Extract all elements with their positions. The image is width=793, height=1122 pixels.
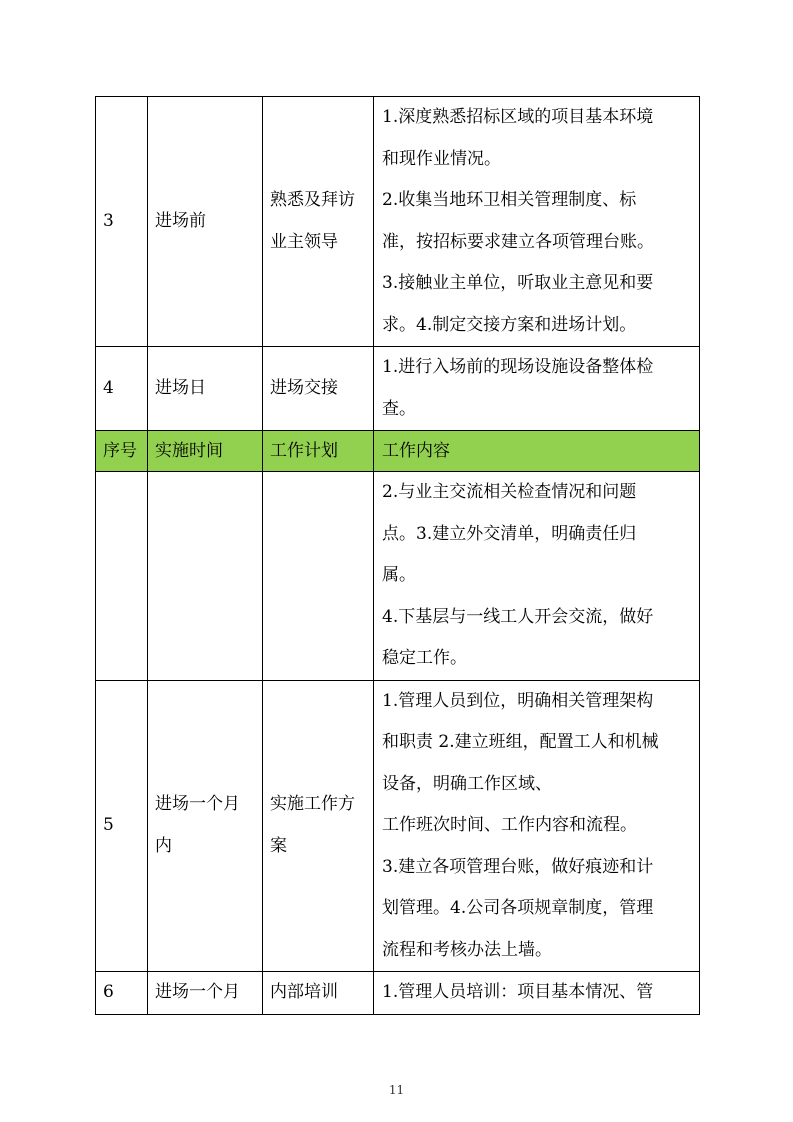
cell-plan: 进场交接 xyxy=(263,347,374,431)
cell-time: 进场一个月 xyxy=(148,972,263,1015)
content-line: 稳定工作。 xyxy=(382,648,467,668)
content-line: 属。 xyxy=(382,565,416,585)
content-line: 2.与业主交流相关检查情况和问题 xyxy=(382,482,637,502)
content-line: 流程和考核办法上墙。 xyxy=(382,939,552,960)
content-line: 3.接触业主单位，听取业主意见和要 xyxy=(382,273,654,293)
content-line: 求。4.制定交接方案和进场计划。 xyxy=(382,314,637,335)
table-row xyxy=(96,97,700,347)
content-line: 2.收集当地环卫相关管理制度、标 xyxy=(382,190,637,210)
content-line: 准，按招标要求建立各项管理台账。 xyxy=(382,231,654,252)
cell-plan: 实施工作方案 xyxy=(263,680,374,972)
cell-plan: 内部培训 xyxy=(263,972,374,1015)
cell-content xyxy=(374,972,700,1015)
content-line: 3.建立各项管理台账，做好痕迹和计 xyxy=(382,856,654,877)
table-row xyxy=(96,472,700,681)
page-number: 11 xyxy=(388,1083,405,1097)
header-time: 实施时间 xyxy=(148,431,263,472)
table-header-row xyxy=(96,431,700,472)
content-line: 1.深度熟悉招标区域的项目基本环境 xyxy=(382,107,654,127)
cell-time: 进场日 xyxy=(148,347,263,431)
cell-content xyxy=(374,472,700,681)
content-line: 1.管理人员培训：项目基本情况、管 xyxy=(382,982,654,1002)
content-line: 设备，明确工作区域、 xyxy=(382,773,552,794)
cell-plan: 熟悉及拜访业主领导 xyxy=(263,97,374,347)
table-row xyxy=(96,680,700,972)
cell-no: 4 xyxy=(96,347,148,431)
cell-content xyxy=(374,97,700,347)
cell-time: 进场前 xyxy=(148,97,263,347)
content-line: 和现作业情况。 xyxy=(382,148,501,169)
table-row xyxy=(96,972,700,1015)
cell-content xyxy=(374,680,700,972)
cell-time xyxy=(148,472,263,681)
cell-plan xyxy=(263,472,374,681)
table-row xyxy=(96,347,700,431)
cell-content xyxy=(374,347,700,431)
content-line: 划管理。4.公司各项规章制度，管理 xyxy=(382,898,654,918)
content-line: 4.下基层与一线工人开会交流，做好 xyxy=(382,606,654,627)
cell-no: 6 xyxy=(96,972,148,1015)
cell-time: 进场一个月内 xyxy=(148,680,263,972)
header-no: 序号 xyxy=(96,431,148,472)
content-line: 查。 xyxy=(382,398,416,419)
content-line: 和职责 2.建立班组，配置工人和机械 xyxy=(382,732,659,752)
content-line: 1.进行入场前的现场设施设备整体检 xyxy=(382,357,654,377)
content-line: 点。3.建立外交清单，明确责任归 xyxy=(382,523,637,544)
work-plan-table xyxy=(95,96,700,1015)
cell-no: 5 xyxy=(96,680,148,972)
content-line: 1.管理人员到位，明确相关管理架构 xyxy=(382,690,654,711)
cell-no xyxy=(96,472,148,681)
content-line: 工作班次时间、工作内容和流程。 xyxy=(382,815,637,835)
header-content: 工作内容 xyxy=(374,431,700,472)
cell-no: 3 xyxy=(96,97,148,347)
header-plan: 工作计划 xyxy=(263,431,374,472)
